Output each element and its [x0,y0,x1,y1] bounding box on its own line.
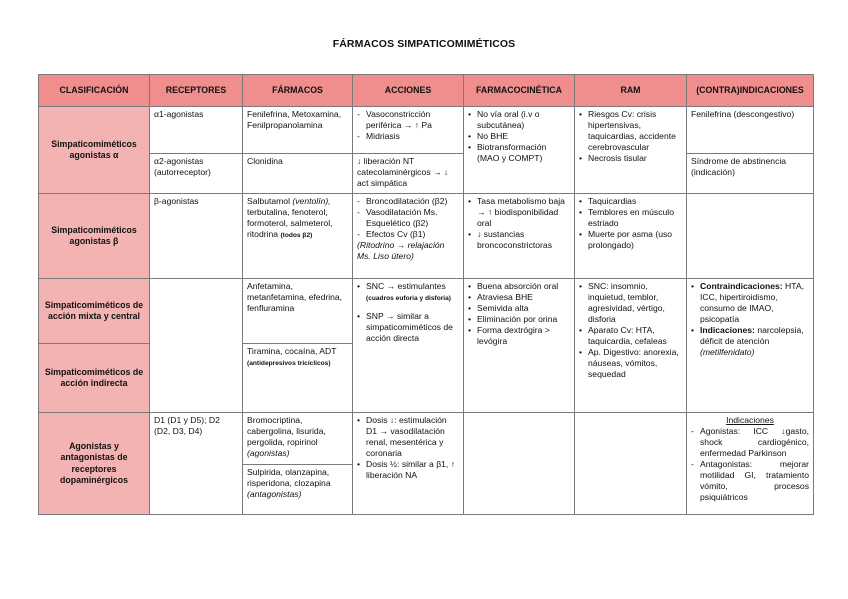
header-ram: RAM [575,75,687,107]
list-item: • Aparato Cv: HTA, taquicardia, cefaleas [579,325,682,347]
class-indirect: Simpaticomiméticos de acción indirecta [39,344,150,413]
page-title: FÁRMACOS SIMPATICOMIMÉTICOS [332,38,516,50]
class-alpha: Simpaticomiméticos agonistas α [39,107,150,194]
pk-alpha [464,107,575,194]
contra-text: HTA, ICC, hipertiroidismo, consumo de IMAO, psicopatía [700,281,804,324]
list-item: • Forma dextrógira > levógira [468,325,570,347]
list-item: • Necrosis tisular [579,153,682,164]
drug-note: (antagonistas) [247,489,302,499]
list-item: - Midriasis [357,131,459,142]
table-row [39,154,814,194]
ind-mixed [687,279,814,413]
list-item: - Antagonistas: mejorar motilidad GI, tratamiento vómito, procesos psiquiátricos [691,459,809,503]
pk-beta [464,194,575,279]
contra-label: Contraindicaciones: [700,281,783,291]
ind-alpha2: Síndrome de abstinencia (indicación) [687,154,814,194]
drug-salbutamol-note: (ventolín), [292,196,331,206]
ram-beta [575,194,687,279]
list-item: - Agonistas: ICC ↓gasto, shock cardiogénico, enfermedad Parkinson [691,426,809,459]
ind-note: (metilfenidato) [700,347,755,357]
list-item: • Temblores en músculo estriado [579,207,682,229]
ram-dopa [575,413,687,515]
header-acciones: ACCIONES [353,75,464,107]
list-item: • Buena absorción oral [468,281,570,292]
drug-salbutamol: Salbutamol [247,196,290,206]
actions-dopa [353,413,464,515]
ind-text: narcolepsia, déficit de atención [700,325,804,346]
list-item: - Vasodilatación Ms. Esquelético (β2) [357,207,459,229]
drug-table [38,74,814,515]
class-dopa: Agonistas y antagonistas de receptores dopaminérgicos [39,413,150,515]
class-beta: Simpaticomiméticos agonistas β [39,194,150,279]
list-item: • SNC: insomnio, inquietud, temblor, agresividad, vértigo, disforia [579,281,682,325]
list-item: • Atraviesa BHE [468,292,570,303]
list-item: - Broncodilatación (β2) [357,196,459,207]
list-item [691,281,809,325]
header-row [39,75,814,107]
list-item: • Semivida alta [468,303,570,314]
actions-note: (Ritodrino → relajación Ms. Liso útero) [357,240,445,261]
receptor-dopa: D1 (D1 y D5); D2 (D2, D3, D4) [150,413,243,515]
header-farmacos: FÁRMACOS [243,75,353,107]
ind-label: Indicaciones: [700,325,755,335]
table-row [39,279,814,344]
list-item: • Taquicardias [579,196,682,207]
drugs-alpha1: Fenilefrina, Metoxamina, Fenilpropanolamina [243,107,353,154]
drug-list: terbutalina, fenoterol, formoterol, salmeterol, ritodrina [247,207,333,239]
ind-beta [687,194,814,279]
actions-alpha1 [353,107,464,154]
receptor-mixed [150,279,243,413]
drug-note: (antidepresivos tricíclicos) [247,360,331,367]
list-item: • ↓ sustancias broncoconstrictoras [468,229,570,251]
ind-alpha1: Fenilefrina (descongestivo) [687,107,814,154]
list-item: • Ap. Digestivo: anorexia, náuseas, vómitos, sequedad [579,347,682,380]
drugs-dopa-antagonists [243,465,353,515]
drug-list: Sulpirida, olanzapina, risperidona, clozapina [247,467,331,488]
ram-alpha [575,107,687,194]
table-row [39,107,814,154]
drug-note: (agonistas) [247,448,290,458]
drugs-dopa-agonists [243,413,353,465]
actions-mixed [353,279,464,413]
actions-beta [353,194,464,279]
ind-dopa [687,413,814,515]
pk-mixed [464,279,575,413]
drugs-indirect [243,344,353,413]
list-item: - Efectos Cv (β1) [357,229,459,240]
list-item [357,281,459,304]
list-item: • Dosis ↓: estimulación D1 → vasodilatación renal, mesentérica y coronaria [357,415,459,459]
list-item: - Vasoconstricción periférica → ↑ Pa [357,109,459,131]
actions-alpha2: ↓ liberación NT catecolaminérgicos → ↓ act simpática [353,154,464,194]
action-snc-note: (cuadros euforia y disforia) [366,295,452,302]
header-indicaciones: (CONTRA)INDICACIONES [687,75,814,107]
list-item: • SNP → similar a simpaticomiméticos de acción directa [357,311,459,344]
drugs-alpha2: Clonidina [243,154,353,194]
drug-list: Tiramina, cocaína, ADT [247,346,337,356]
receptor-alpha2: α2-agonistas (autorreceptor) [150,154,243,194]
list-item: • No BHE [468,131,570,142]
header-receptores: RECEPTORES [150,75,243,107]
list-item: • Muerte por asma (uso prolongado) [579,229,682,251]
header-clasificacion: CLASIFICACIÓN [39,75,150,107]
class-mixed: Simpaticomiméticos de acción mixta y central [39,279,150,344]
receptor-beta: β-agonistas [150,194,243,279]
ram-mixed [575,279,687,413]
drug-list: Bromocriptina, cabergolina, lisurida, pergolida, ropirinol [247,415,326,447]
list-item [691,325,809,358]
list-item: • Dosis ½: similar a β1, ↑ liberación NA [357,459,459,481]
list-item: • No vía oral (i.v o subcutánea) [468,109,570,131]
table-row [39,413,814,465]
ind-title: Indicaciones [726,415,774,425]
table-row [39,194,814,279]
drugs-beta [243,194,353,279]
action-snc: SNC → estimulantes [366,281,446,291]
pk-dopa [464,413,575,515]
list-item: • Eliminación por orina [468,314,570,325]
drug-note: (todos β2) [280,232,313,239]
header-farmacocinetica: FARMACOCINÉTICA [464,75,575,107]
receptor-alpha1: α1-agonistas [150,107,243,154]
drugs-mixed: Anfetamina, metanfetamina, efedrina, fenfluramina [243,279,353,344]
list-item: • Riesgos Cv: crisis hipertensivas, taquicardias, accidente cerebrovascular [579,109,682,153]
list-item: • Biotransformación (MAO y COMPT) [468,142,570,164]
list-item: • Tasa metabolismo baja → ↑ biodisponibilidad oral [468,196,570,229]
